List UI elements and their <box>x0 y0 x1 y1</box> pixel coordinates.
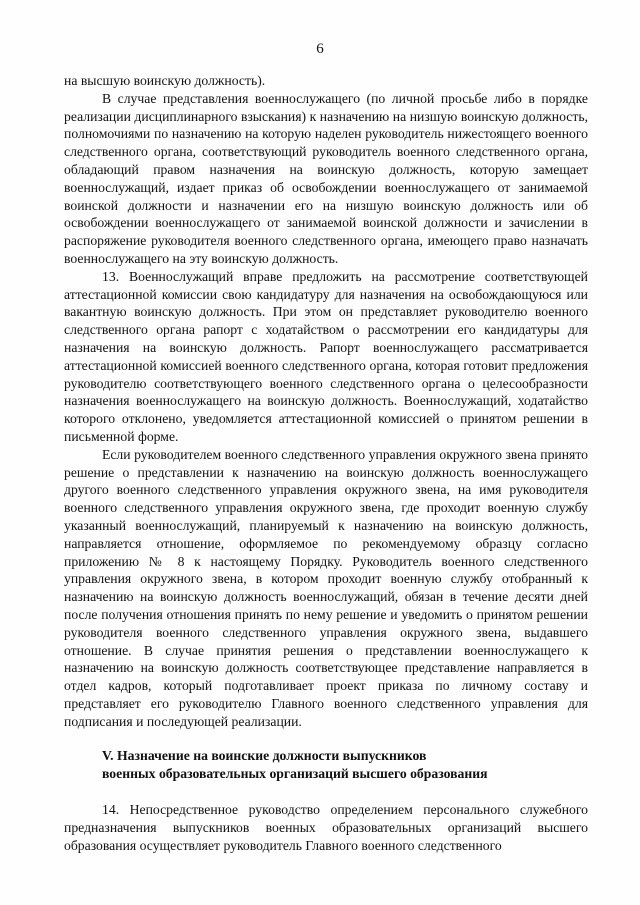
page-number: 6 <box>316 41 324 57</box>
paragraph-item-13: 13. Военнослужащий вправе предложить на рассмотрение соответствующей аттестационной комиссии свою кандидатуру для назначения на освобождающуюся или вакантную воинскую должность. При этом он представляет руководителю военного следственного органа рапорт с ходатайством о рассмотрении его кандидатуры для назначения на воинскую должность. Рапорт военнослужащего рассматривается аттестационной комиссией военного следственного органа, которая готовит предложения руководителю соответствующего военного следственного органа о целесообразности назначения военнослужащего на воинскую должность. Военнослужащий, ходатайство которого отклонено, уведомляется аттестационной комиссией о принятом решении в письменной форме. <box>64 268 588 444</box>
paragraph-item-14: 14. Непосредственное руководство определением персонального служебного предназначения выпускников военных образовательных организаций высшего образования осуществляет руководитель Главного военного следственного <box>64 802 588 853</box>
section-heading-line-2: военных образовательных организаций высшего образования <box>102 766 488 782</box>
paragraph-continuation: на высшую воинскую должность). <box>64 73 266 88</box>
section-heading-line-1: V. Назначение на воинские должности выпускников <box>102 748 427 764</box>
paragraph-reassignment: В случае представления военнослужащего (по личной просьбе либо в порядке реализации дисциплинарного взыскания) к назначению на низшую воинскую должность, полномочиями по назначению на которую наделен руководитель нижестоящего военного следственного органа, соответствующий руководитель военного следственного органа, обладающий правом назначения на воинскую должность, которую замещает военнослужащий, издает приказ об освобождении военнослужащего от занимаемой воинской должности и назначении его на низшую воинскую должность или об освобождении военнослужащего от занимаемой воинской должности и зачислении в распоряжение руководителя военного следственного органа, имеющего право назначать военнослужащего на эту воинскую должность. <box>64 90 588 266</box>
spacer <box>64 783 588 801</box>
paragraph-district-transfer: Если руководителем военного следственного управления окружного звена принято решение о представлении к назначению на воинскую должность военнослужащего другого военного следственного управления окружного звена, на имя руководителя военного следственного управления окружного звена, где проходит военную службу указанный военнослужащий, планируемый к назначению на воинскую должность, направляется отношение, оформляемое по рекомендуемому образцу согласно приложению № 8 к настоящему Порядку. Руководитель военного следственного управления окружного звена, в котором проходит военную службу отобранный к назначению на воинскую должность военнослужащий, обязан в течение десяти дней после получения отношения принять по нему решение и уведомить о принятом решении руководителя военного следственного управления окружного звена, выдавшего отношение. В случае принятия решения о представлении военнослужащего к назначению на воинскую должность соответствующее представление направляется в отдел кадров, который подготавливает проект приказа по личному составу и представляет его руководителю Главного военного следственного управления для подписания и последующей реализации. <box>64 446 588 729</box>
document-body <box>64 72 588 854</box>
